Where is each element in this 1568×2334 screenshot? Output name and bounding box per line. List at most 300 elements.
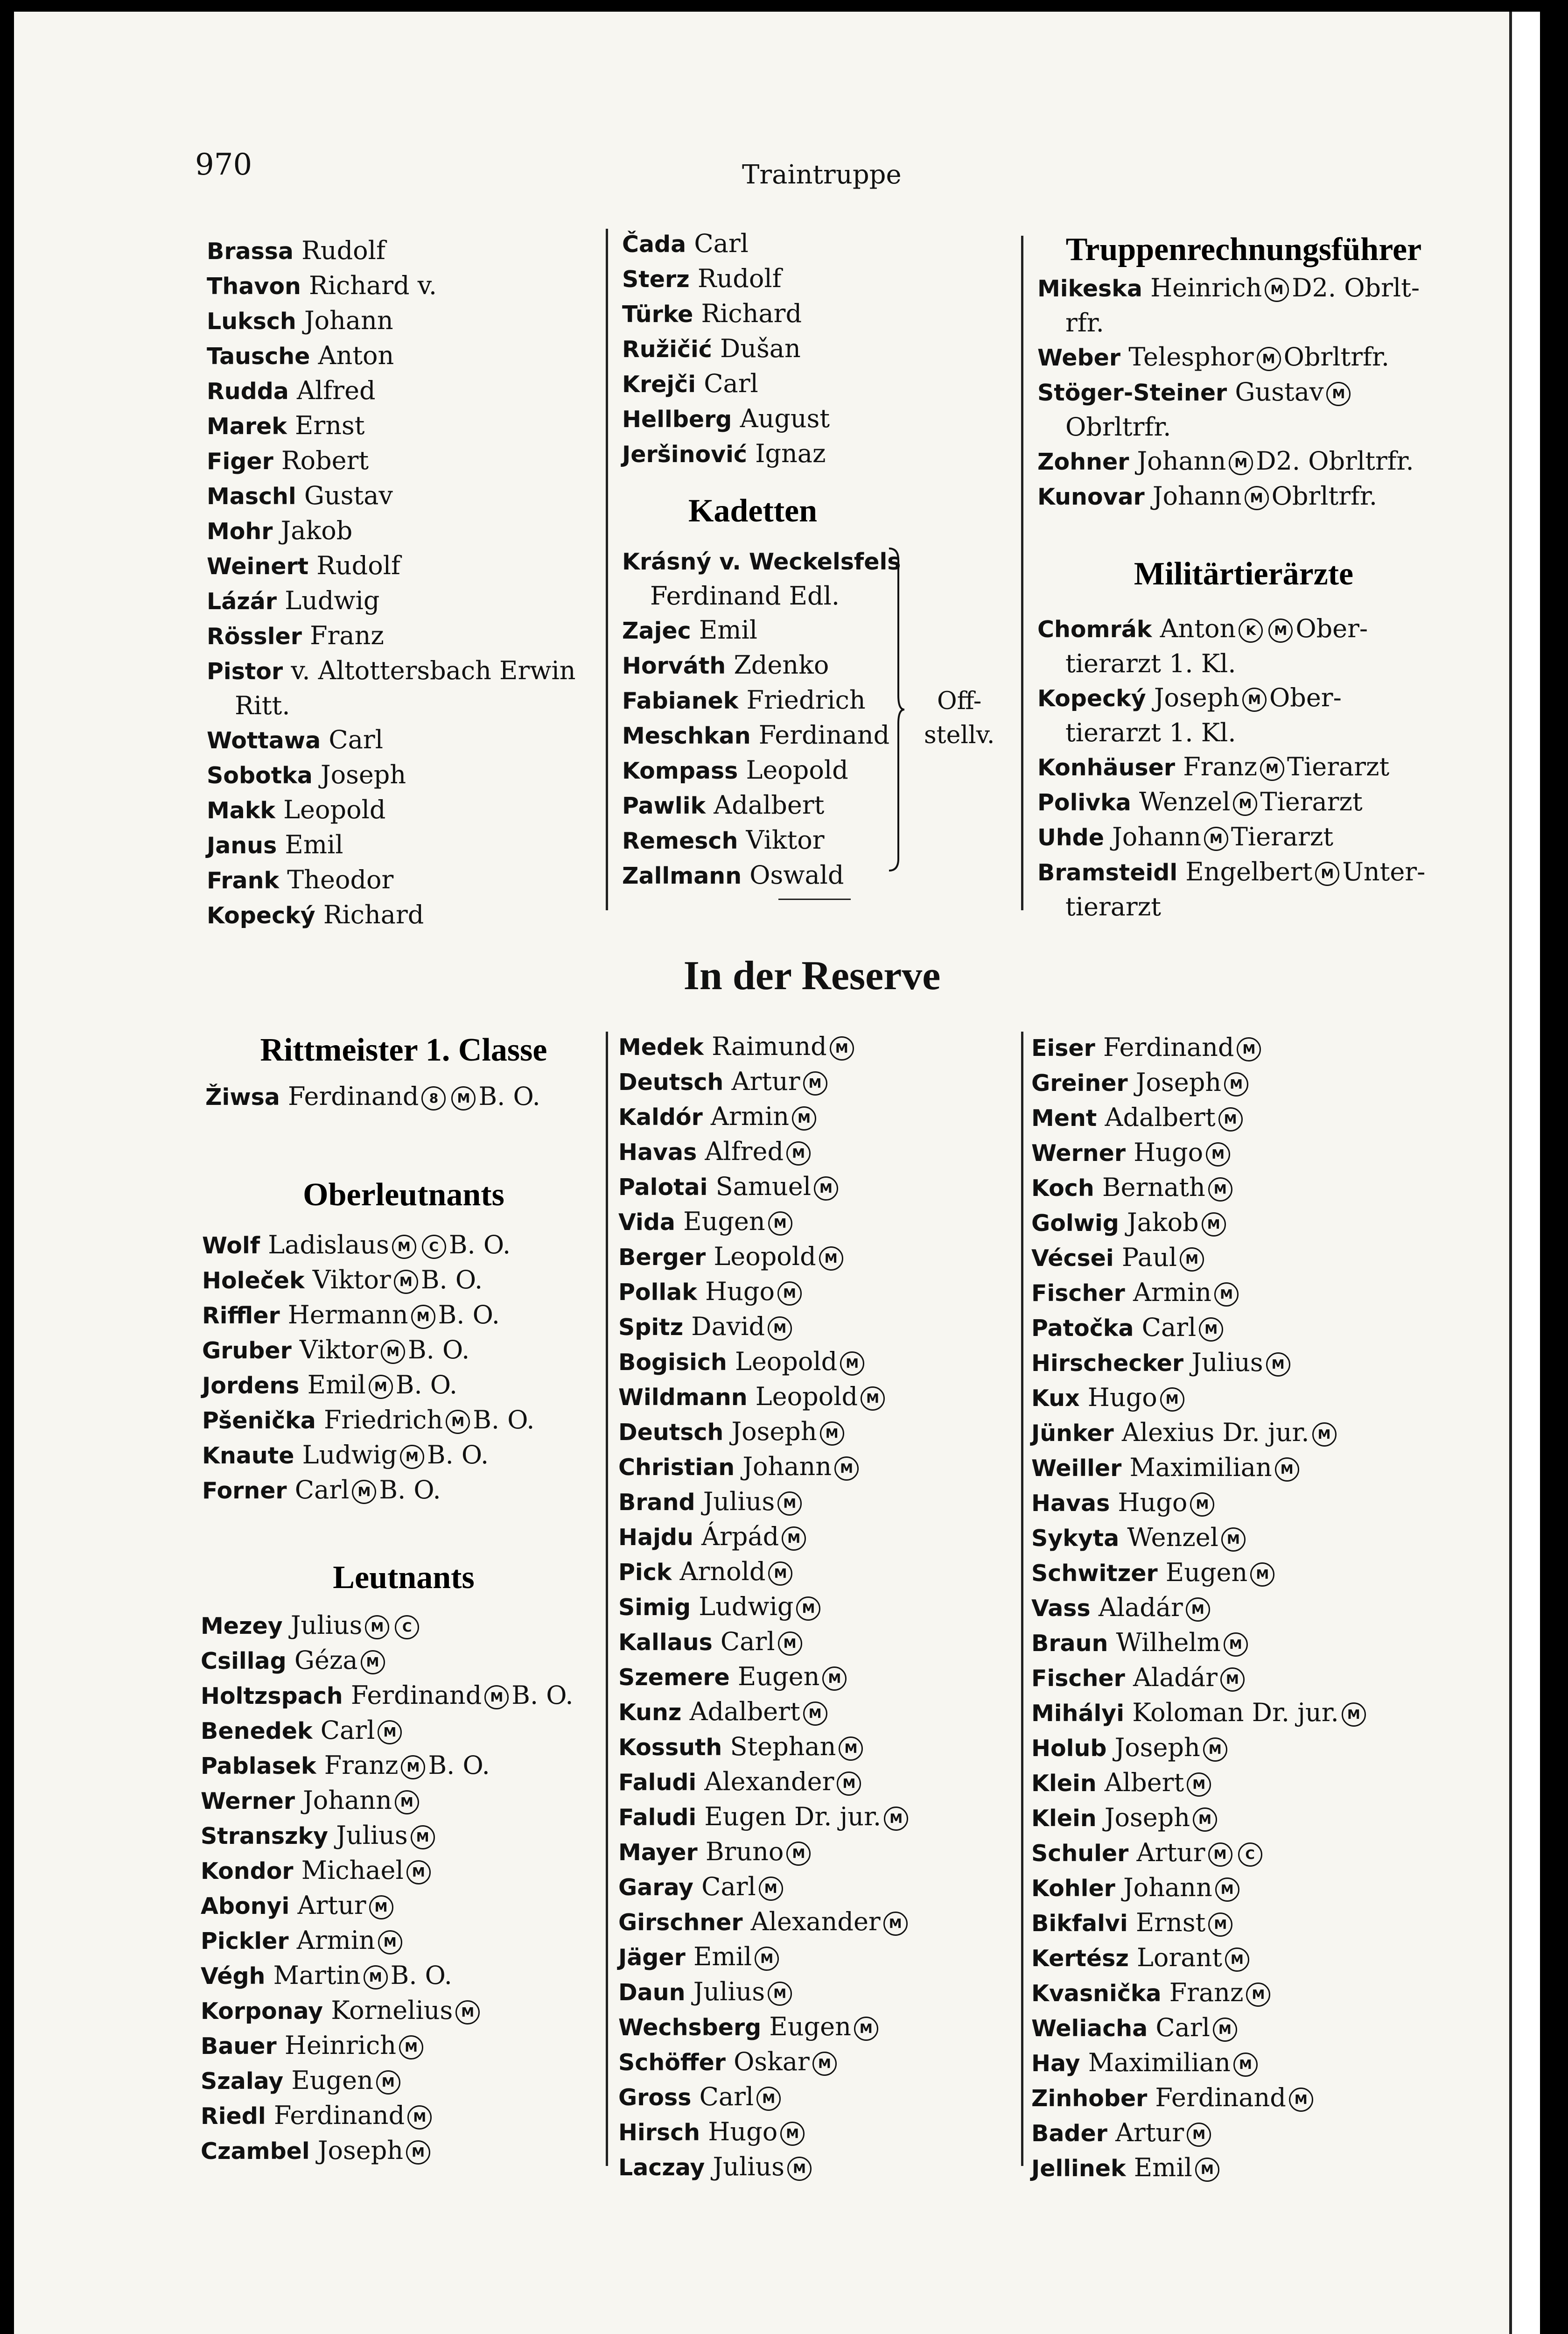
surname: Czambel — [201, 2138, 310, 2165]
surname: Weliacha — [1031, 2015, 1148, 2042]
decoration-mark-icon: M — [1220, 1667, 1245, 1692]
given-name: Carl — [704, 369, 758, 398]
decoration-mark-icon: M — [1208, 1842, 1232, 1867]
list-item — [1031, 1450, 1369, 1485]
list-item — [1031, 2116, 1369, 2151]
list-item — [1031, 1730, 1369, 1765]
decoration-mark-icon: M — [786, 1842, 811, 1866]
decoration-mark-icon: M — [834, 1456, 859, 1481]
list-item — [1031, 1555, 1369, 1590]
rank-note: Tierarzt — [1260, 787, 1363, 816]
list-item — [201, 2133, 574, 2168]
given-name: Emil — [699, 615, 758, 645]
decoration-mark-icon: M — [406, 1860, 431, 1884]
decoration-mark-icon: M — [352, 1480, 376, 1504]
decoration-mark-icon: M — [1242, 688, 1267, 712]
list-item — [618, 1694, 911, 1729]
list-item — [1031, 2011, 1369, 2046]
given-name: Carl — [1155, 2013, 1210, 2042]
list-item — [1037, 306, 1420, 340]
decoration-mark-icon: M — [407, 2105, 432, 2130]
decoration-mark-icon: M — [755, 1947, 779, 1971]
decoration-mark-icon: M — [756, 2087, 781, 2111]
truppenrechnungsfuehrer-list — [1037, 271, 1420, 514]
given-name: Rudolf — [301, 236, 385, 265]
list-item — [201, 1713, 574, 1748]
given-name: Albert — [1104, 1768, 1184, 1797]
surname: Benedek — [201, 1718, 313, 1744]
surname: Konhäuser — [1037, 754, 1176, 781]
leutnants-list — [201, 1608, 574, 2168]
rank-note: D2. Obrltrfr. — [1256, 446, 1414, 476]
list-item — [201, 1643, 574, 1678]
given-name: Obrltrfr. — [1065, 412, 1171, 442]
decoration-mark-icon: M — [394, 1270, 418, 1294]
list-item — [618, 1765, 911, 1800]
given-name: Eugen Dr. jur. — [704, 1802, 882, 1831]
kadetten-heading: Kadetten — [688, 493, 818, 529]
surname: Werner — [201, 1788, 295, 1814]
decoration-mark-icon: M — [1213, 2018, 1237, 2042]
list-item — [207, 793, 576, 828]
list-item — [207, 443, 576, 478]
surname: Forner — [202, 1477, 287, 1504]
list-item — [202, 1333, 534, 1368]
surname: Čada — [622, 231, 686, 258]
given-name: v. Altottersbach Erwin — [291, 656, 576, 685]
given-name: Johann — [1152, 481, 1242, 511]
given-name: Michael — [301, 1856, 404, 1885]
given-name: Ferdinand — [350, 1680, 482, 1710]
rank-note: B. O. — [390, 1961, 452, 1990]
decoration-mark-icon: M — [768, 1561, 792, 1586]
given-name: Jakob — [1127, 1208, 1199, 1237]
surname: Kopecký — [207, 902, 315, 929]
given-name: Emil — [285, 830, 343, 859]
list-item — [1031, 1275, 1369, 1310]
given-name: Julius — [703, 1487, 775, 1516]
rank-note: B. O. — [511, 1680, 574, 1710]
given-name: Artur — [297, 1891, 366, 1920]
given-name: Wenzel — [1127, 1523, 1218, 1552]
decoration-mark-icon: M — [399, 2035, 423, 2060]
rank-note: Ober- — [1295, 614, 1368, 643]
decoration-mark-icon: M — [1225, 1947, 1249, 1972]
given-name: Dušan — [720, 334, 801, 363]
surname: Riffler — [202, 1302, 280, 1329]
surname: Zajec — [622, 618, 691, 644]
list-item — [618, 1099, 911, 1134]
given-name: Oswald — [749, 860, 844, 890]
surname: Lázár — [207, 588, 277, 615]
given-name: Emil — [1134, 2153, 1192, 2182]
decoration-mark-icon: M — [1326, 382, 1351, 406]
decoration-mark-icon: M — [1199, 1317, 1223, 1342]
decoration-mark-icon: M — [381, 1340, 405, 1364]
decoration-mark-icon: M — [1214, 1282, 1239, 1307]
list-item — [1031, 1205, 1369, 1240]
decoration-mark-icon: M — [1187, 2123, 1211, 2147]
given-name: Armin — [710, 1102, 789, 1131]
list-item — [201, 1888, 574, 1923]
given-name: Emil — [693, 1942, 752, 1971]
given-name: Julius — [336, 1821, 408, 1850]
decoration-mark-icon: M — [1250, 1562, 1274, 1587]
surname: Braun — [1031, 1630, 1108, 1657]
surname: Werner — [1031, 1140, 1126, 1167]
surname: Wildmann — [618, 1384, 748, 1411]
list-item — [618, 1940, 911, 1975]
given-name: Hugo — [708, 2117, 778, 2146]
given-name: Johann — [1112, 822, 1201, 851]
decoration-mark-icon: M — [376, 2070, 400, 2095]
list-item — [202, 1368, 534, 1403]
list-item — [202, 1403, 534, 1438]
list-item — [1031, 1415, 1369, 1450]
given-name: tierarzt — [1065, 892, 1161, 921]
given-name: tierarzt 1. Kl. — [1065, 718, 1236, 747]
given-name: August — [740, 404, 830, 433]
list-item — [207, 898, 576, 933]
list-item — [622, 296, 830, 331]
decoration-mark-icon: M — [1186, 1597, 1210, 1622]
decoration-mark-icon: M — [1208, 1177, 1232, 1202]
list-item — [622, 858, 901, 893]
decoration-mark-icon: M — [361, 1650, 385, 1674]
given-name: Hugo — [1118, 1488, 1188, 1517]
surname: Hirschecker — [1031, 1350, 1184, 1377]
decoration-mark-icon: M — [768, 1211, 792, 1236]
running-title: Traintruppe — [742, 160, 902, 190]
list-item — [618, 1800, 911, 1835]
surname: Vass — [1031, 1595, 1091, 1622]
list-item — [201, 1853, 574, 1888]
column-1-active — [207, 233, 576, 933]
decoration-mark-icon: M — [883, 1912, 908, 1936]
surname: Žiwsa — [205, 1084, 280, 1111]
given-name: Julius — [713, 2152, 784, 2181]
list-item — [1031, 1380, 1369, 1415]
surname: Holtzspach — [201, 1683, 343, 1709]
surname: Riedl — [201, 2103, 266, 2130]
list-item — [1031, 1765, 1369, 1800]
given-name: Julius — [290, 1610, 363, 1640]
surname: Medek — [618, 1034, 704, 1061]
given-name: Julius — [1191, 1348, 1263, 1377]
given-name: Franz — [1169, 1978, 1244, 2007]
given-name: Alfred — [705, 1137, 784, 1166]
surname: Marek — [207, 413, 287, 440]
given-name: Anton — [1160, 614, 1236, 643]
rank-note: Obrltrfr. — [1271, 481, 1378, 511]
list-item — [207, 758, 576, 793]
list-item — [1031, 1345, 1369, 1380]
surname: Wolf — [202, 1232, 260, 1259]
militaertieraerzte-list — [1037, 612, 1425, 924]
decoration-mark-icon: M — [1203, 1737, 1227, 1762]
decoration-mark-icon: M — [1208, 1912, 1232, 1937]
rank-note: B. O. — [473, 1405, 535, 1434]
given-name: Rudolf — [697, 264, 782, 293]
list-item — [1037, 271, 1420, 306]
given-name: Ludwig — [302, 1440, 397, 1469]
surname: Holeček — [202, 1267, 305, 1294]
column-rule-1 — [606, 229, 608, 910]
list-item — [205, 1079, 540, 1114]
surname: Kunovar — [1037, 484, 1145, 510]
surname: Laczay — [618, 2154, 705, 2181]
surname: Fabianek — [622, 688, 739, 714]
militaertieraerzte-heading: Militärtierärzte — [1134, 556, 1354, 592]
given-name: Ferdinand — [273, 2101, 405, 2130]
surname: Ružičić — [622, 336, 712, 363]
list-item — [1031, 1940, 1369, 1975]
given-name: Viktor — [299, 1335, 378, 1364]
list-item — [1031, 1030, 1369, 1065]
list-item — [1037, 479, 1420, 514]
given-name: Joseph — [317, 2136, 404, 2165]
decoration-mark-icon: M — [378, 1720, 402, 1744]
page-number: 970 — [195, 148, 252, 182]
given-name: Wilhelm — [1116, 1628, 1221, 1657]
decoration-mark-icon: M — [1190, 1492, 1214, 1517]
decoration-mark-icon: M — [1246, 1982, 1270, 2007]
kadetten-list — [622, 544, 901, 893]
surname: Chomrák — [1037, 616, 1152, 643]
list-item — [1037, 785, 1425, 820]
rank-note: Tierarzt — [1231, 822, 1334, 851]
surname: Sobotka — [207, 762, 313, 789]
decoration-mark-icon: M — [803, 1701, 827, 1726]
list-item — [1037, 647, 1425, 681]
surname: Brassa — [207, 238, 294, 265]
surname: Pick — [618, 1559, 672, 1586]
decoration-mark-icon: M — [759, 1877, 783, 1901]
given-name: Alexander — [750, 1907, 881, 1936]
given-name: Friedrich — [746, 685, 866, 715]
list-item — [618, 2010, 911, 2045]
surname: Holub — [1031, 1735, 1107, 1762]
given-name: Rudolf — [316, 551, 400, 580]
list-item — [1031, 2046, 1369, 2081]
given-name: Anton — [318, 341, 394, 370]
decoration-mark-icon: M — [812, 2052, 837, 2076]
surname: Luksch — [207, 308, 296, 335]
surname: Pšenička — [202, 1407, 316, 1434]
surname: Vécsei — [1031, 1245, 1114, 1272]
list-item — [1037, 681, 1425, 716]
given-name: Carl — [699, 2082, 754, 2111]
surname: Csillag — [201, 1648, 287, 1674]
given-name: Julius — [693, 1977, 765, 2006]
rank-note: Obrltrfr. — [1283, 342, 1390, 372]
given-name: Raimund — [712, 1032, 827, 1061]
surname: Havas — [1031, 1490, 1110, 1517]
decoration-mark-icon: M — [1221, 1527, 1246, 1552]
surname: Knaute — [202, 1442, 294, 1469]
list-item — [618, 1134, 911, 1169]
list-item — [618, 1484, 911, 1519]
list-item — [618, 1309, 911, 1344]
surname: Rössler — [207, 623, 302, 650]
list-item — [1031, 1485, 1369, 1520]
surname: Pablasek — [201, 1753, 316, 1779]
list-item — [1031, 1310, 1369, 1345]
list-item — [207, 619, 576, 654]
decoration-mark-icon: M — [820, 1421, 844, 1446]
list-item — [207, 723, 576, 758]
given-name: Eugen — [291, 2066, 373, 2095]
list-item — [618, 1835, 911, 1870]
surname: Schuler — [1031, 1840, 1129, 1867]
given-name: Arnold — [679, 1557, 766, 1586]
decoration-mark-icon: M — [1342, 1702, 1366, 1727]
given-name: Emil — [307, 1370, 366, 1399]
given-name: Gustav — [304, 481, 393, 510]
given-name: Ferdinand — [1155, 2083, 1286, 2112]
rittmeister-list — [205, 1079, 540, 1114]
surname: Korponay — [201, 1998, 323, 2025]
surname: Thavon — [207, 273, 301, 300]
list-item — [618, 1204, 911, 1239]
given-name: Joseph — [1135, 1068, 1222, 1097]
list-item — [1031, 1065, 1369, 1100]
list-item — [618, 1029, 911, 1064]
surname: Pollak — [618, 1279, 697, 1306]
decoration-mark-icon: M — [1312, 1422, 1337, 1447]
decoration-mark-icon: M — [1260, 757, 1284, 781]
given-name: Engelbert — [1185, 857, 1313, 886]
surname: Végh — [201, 1963, 266, 1990]
given-name: Franz — [310, 621, 384, 650]
given-name: Leopold — [714, 1242, 816, 1271]
list-item — [202, 1263, 534, 1298]
short-rule — [778, 899, 851, 900]
decoration-mark-icon: M — [1206, 1142, 1230, 1167]
list-item — [622, 718, 901, 753]
oberleutnants-list — [202, 1228, 534, 1508]
decoration-mark-icon: M — [406, 2140, 430, 2165]
decoration-mark-icon: M — [1237, 1037, 1261, 1062]
list-item — [618, 2150, 911, 2185]
surname: Deutsch — [618, 1419, 724, 1446]
given-name: Armin — [1133, 1278, 1212, 1307]
decoration-mark-icon: M — [768, 1316, 792, 1341]
given-name: Johann — [1123, 1873, 1212, 1902]
given-name: Bernath — [1102, 1173, 1205, 1202]
decoration-mark-icon: C — [1238, 1842, 1262, 1867]
decoration-mark-icon: M — [1193, 1807, 1217, 1832]
list-item — [201, 1993, 574, 2028]
list-item — [622, 648, 901, 683]
decoration-mark-icon: M — [1224, 1072, 1248, 1097]
list-item — [1031, 1100, 1369, 1135]
surname: Mohr — [207, 518, 273, 545]
surname: Pawlik — [622, 793, 706, 819]
surname: Jeršinović — [622, 441, 747, 468]
surname: Zohner — [1037, 449, 1129, 475]
decoration-mark-icon: M — [401, 1755, 425, 1779]
list-item — [201, 2098, 574, 2133]
given-name: Carl — [294, 1475, 350, 1504]
surname: Kunz — [618, 1699, 682, 1726]
surname: Hajdu — [618, 1524, 693, 1551]
given-name: Franz — [324, 1750, 399, 1780]
page-spine — [1509, 12, 1540, 2334]
rank-note: Unter- — [1342, 857, 1426, 886]
given-name: Ferdinand — [1103, 1033, 1234, 1062]
given-name: Hermann — [287, 1300, 408, 1329]
given-name: Leopold — [755, 1382, 858, 1411]
decoration-mark-icon: M — [1224, 1632, 1248, 1657]
surname: Sterz — [622, 266, 690, 293]
given-name: Johann — [303, 1786, 392, 1815]
list-item — [618, 1379, 911, 1414]
given-name: Hugo — [1134, 1138, 1204, 1167]
list-item — [618, 1449, 911, 1484]
surname: Jäger — [618, 1944, 686, 1971]
given-name: Johann — [742, 1452, 832, 1481]
given-name: Eugen — [1165, 1558, 1248, 1587]
surname: Kopecký — [1037, 685, 1146, 712]
list-item — [1031, 1520, 1369, 1555]
list-item — [1031, 1870, 1369, 1905]
decoration-mark-icon: M — [365, 1615, 389, 1639]
decoration-mark-icon: M — [1187, 1772, 1211, 1797]
surname: Frank — [207, 867, 280, 894]
list-item — [1031, 1835, 1369, 1870]
reserve-column-3 — [1031, 1030, 1369, 2186]
list-item — [618, 1414, 911, 1449]
list-item — [618, 1589, 911, 1624]
list-item — [1031, 1135, 1369, 1170]
list-item — [618, 1239, 911, 1274]
surname: Patočka — [1031, 1315, 1134, 1342]
given-name: Viktor — [312, 1265, 391, 1294]
list-item — [622, 544, 901, 579]
decoration-mark-icon: M — [840, 1351, 864, 1376]
list-item — [1037, 750, 1425, 785]
list-item — [201, 1748, 574, 1783]
surname: Golwig — [1031, 1210, 1119, 1237]
decoration-mark-icon: M — [777, 1491, 802, 1516]
column-rule-2 — [1021, 236, 1023, 910]
list-item — [201, 2028, 574, 2063]
list-item — [1031, 1625, 1369, 1660]
list-item — [202, 1438, 534, 1473]
given-name: Zdenko — [734, 650, 829, 680]
surname: Christian — [618, 1454, 735, 1481]
surname: Palotai — [618, 1174, 708, 1201]
surname: Polivka — [1037, 789, 1131, 816]
given-name: rfr. — [1065, 308, 1104, 337]
given-name: Viktor — [746, 825, 825, 855]
given-name: Richard — [323, 900, 424, 929]
list-item — [618, 1975, 911, 2010]
list-item — [618, 1659, 911, 1694]
list-item — [622, 823, 901, 858]
list-item — [618, 1554, 911, 1589]
list-item — [1037, 716, 1425, 750]
given-name: Carl — [694, 229, 749, 258]
list-item — [622, 226, 830, 261]
rank-note: Tierarzt — [1287, 752, 1390, 781]
decoration-mark-icon: M — [814, 1176, 838, 1201]
given-name: Ferdinand — [758, 720, 890, 750]
given-name: Ladislaus — [268, 1230, 389, 1259]
given-name: Samuel — [715, 1172, 811, 1201]
decoration-mark-icon: M — [378, 1930, 402, 1954]
